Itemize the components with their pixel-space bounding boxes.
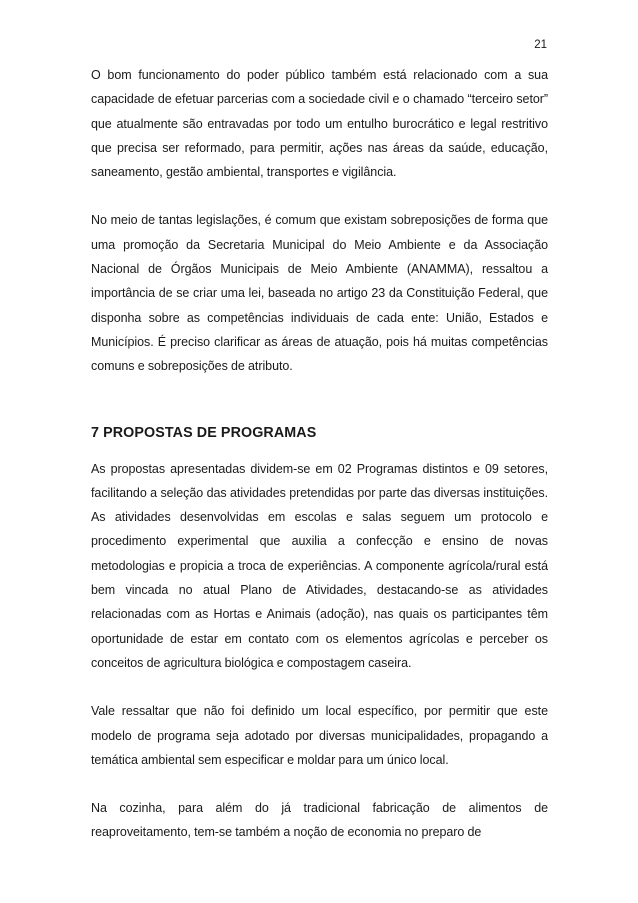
paragraph-legislation: No meio de tantas legislações, é comum que existam sobreposições de forma que uma promoção da Secretaria Municipal do Meio Ambiente e da Associação Nacional de Órgãos Municipais de Meio Ambiente (ANAMMA), ressaltou a importância de se criar uma lei, baseada no artigo 23 da Constituição Federal, que disponha sobre as competências individuais de cada ente: União, Estados e Municípios. É preciso clarificar as áreas de atuação, pois há muitas competências comuns e sobreposições de atributo. bbox=[91, 213, 548, 374]
paragraph-kitchen: Na cozinha, para além do já tradicional fabricação de alimentos de reaproveitamento, tem-se também a noção de economia no preparo de bbox=[91, 801, 548, 840]
paragraph-proposals: As propostas apresentadas dividem-se em 02 Programas distintos e 09 setores, facilitando a seleção das atividades pretendidas por parte das diversas instituições. As atividades desenvolvidas em escolas e salas seguem um protocolo e procedimento experimental que auxilia a confecção e ensino de novas metodologias e propicia a troca de experiências. A componente agrícola/rural está bem vincada no atual Plano de Atividades, destacando-se as atividades relacionadas com as Hortas e Animais (adoção), nas quais os participantes têm oportunidade de estar em contato com os elementos agrícolas e perceber os conceitos de agricultura biológica e compostagem caseira. bbox=[91, 461, 548, 670]
paragraph-gap bbox=[91, 675, 548, 699]
section-heading: 7 PROPOSTAS DE PROGRAMAS bbox=[91, 424, 317, 441]
paragraph-public-power: O bom funcionamento do poder público também está relacionado com a sua capacidade de efetuar parcerias com a sociedade civil e o chamado “terceiro setor” que atualmente são entravadas por todo um entulho burocrático e legal restritivo que precisa ser reformado, para permitir, ações nas áreas da saúde, educação, saneamento, gestão ambiental, transportes e vigilância. bbox=[91, 68, 548, 180]
heading-gap bbox=[91, 443, 548, 457]
paragraph-local-note: Vale ressaltar que não foi definido um local específico, por permitir que este modelo de programa seja adotado por diversas municipalidades, propagando a temática ambiental sem especificar e moldar para um único local. bbox=[91, 704, 548, 767]
paragraph-gap bbox=[91, 772, 548, 796]
paragraph-gap bbox=[91, 184, 548, 208]
page-content bbox=[91, 63, 548, 845]
page-number: 21 bbox=[534, 39, 547, 51]
section-gap bbox=[91, 379, 548, 423]
